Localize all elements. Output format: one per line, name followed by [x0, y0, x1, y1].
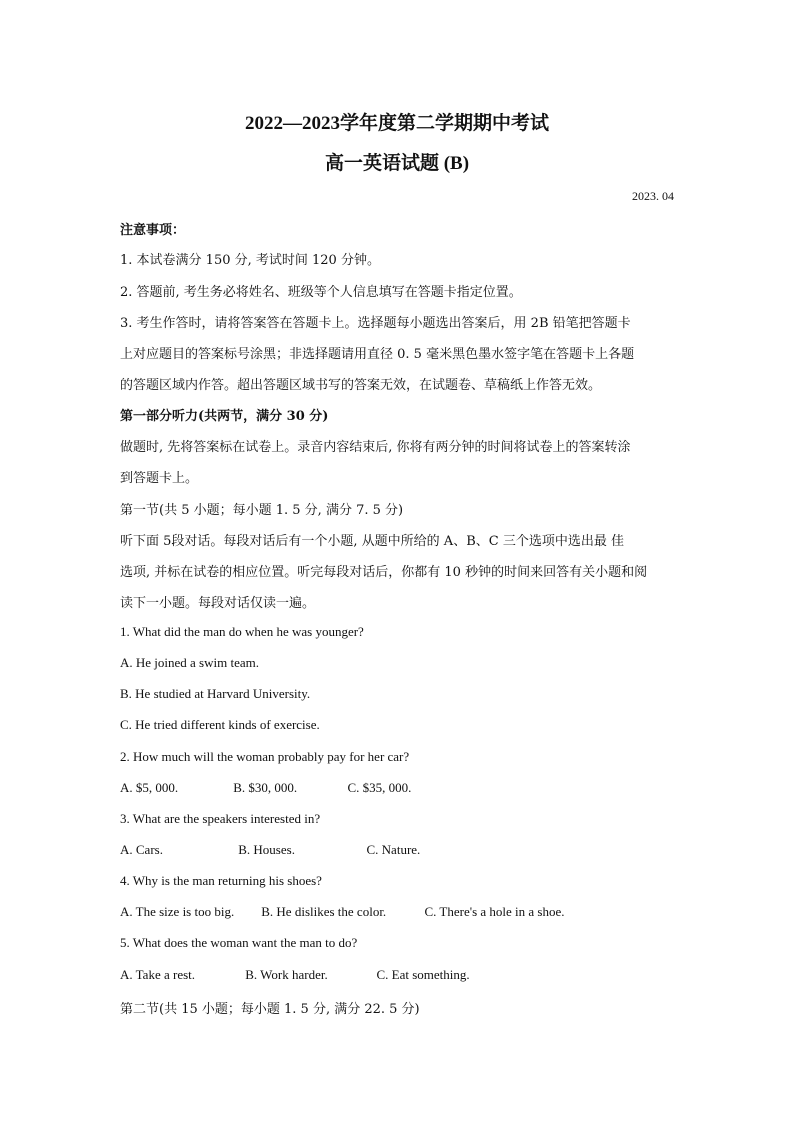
question-2-option-c: C. $35, 000. [347, 780, 412, 795]
question-1-option-a: A. He joined a swim team. [120, 655, 259, 670]
exam-subtitle: 高一英语试题 (B) [324, 153, 470, 174]
question-2-option-b: B. $30, 000. [233, 780, 298, 795]
question-2-option-a: A. $5, 000. [120, 780, 179, 795]
notice-item-3-line-3: 的答题区域内作答。超出答题区域书写的答案无效，在试题卷、草稿纸上作答无效。 [120, 378, 602, 393]
question-5: 5. What does the woman want the man to do? [120, 935, 358, 950]
part1-heading: 第一部分听力(共两节，满分 30 分) [120, 409, 329, 424]
question-4-option-b: B. He dislikes the color. [261, 904, 387, 919]
question-3-option-a: A. Cars. [120, 842, 163, 857]
part1-intro-line-2: 到答题卡上。 [120, 471, 199, 486]
section1-intro-line-1: 听下面 5段对话。每段对话后有一个小题, 从题中所给的 A、B、C 三个选项中选出最 佳 [120, 534, 624, 549]
section1-intro-line-3: 读下一小题。每段对话仅读一遍。 [120, 596, 316, 611]
question-2-options [120, 780, 680, 796]
question-3-options [120, 842, 680, 858]
question-5-options [120, 967, 680, 983]
question-2: 2. How much will the woman probably pay for her car? [120, 749, 410, 764]
question-4: 4. Why is the man returning his shoes? [120, 873, 322, 888]
question-1-option-b: B. He studied at Harvard University. [120, 686, 311, 701]
section1-intro-line-2: 选项, 并标在试卷的相应位置。听完每段对话后，你都有 10 秒钟的时间来回答有关小题和阅 [120, 565, 648, 580]
question-5-option-c: C. Eat something. [376, 967, 470, 982]
notice-item-1: 1. 本试卷满分 150 分, 考试时间 120 分钟。 [120, 253, 380, 268]
question-3-option-b: B. Houses. [238, 842, 295, 857]
question-1: 1. What did the man do when he was younger? [120, 624, 364, 639]
part1-intro-line-1: 做题时, 先将答案标在试卷上。录音内容结束后, 你将有两分钟的时间将试卷上的答案转涂 [120, 440, 631, 455]
question-4-option-a: A. The size is too big. [120, 904, 235, 919]
question-4-option-c: C. There's a hole in a shoe. [424, 904, 565, 919]
notice-heading: 注意事项： [120, 223, 186, 238]
exam-date: 2023. 04 [632, 189, 674, 203]
question-1-option-c: C. He tried different kinds of exercise. [120, 717, 320, 732]
section2-heading: 第二节(共 15 小题；每小题 1. 5 分, 满分 22. 5 分) [120, 1002, 420, 1017]
question-5-option-a: A. Take a rest. [120, 967, 196, 982]
section1-heading: 第一节(共 5 小题；每小题 1. 5 分, 满分 7. 5 分) [120, 503, 404, 518]
question-4-options [120, 904, 680, 920]
exam-title: 2022—2023学年度第二学期期中考试 [244, 113, 549, 134]
question-3: 3. What are the speakers interested in? [120, 811, 321, 826]
notice-item-2: 2. 答题前, 考生务必将姓名、班级等个人信息填写在答题卡指定位置。 [120, 285, 522, 300]
notice-item-3-line-1: 3. 考生作答时，请将答案答在答题卡上。选择题每小题选出答案后，用 2B 铅笔把答题卡 [120, 316, 631, 331]
question-3-option-c: C. Nature. [366, 842, 421, 857]
notice-item-3-line-2: 上对应题目的答案标号涂黑；非选择题请用直径 0. 5 毫米黑色墨水签字笔在答题卡上各题 [120, 347, 635, 362]
question-5-option-b: B. Work harder. [245, 967, 328, 982]
